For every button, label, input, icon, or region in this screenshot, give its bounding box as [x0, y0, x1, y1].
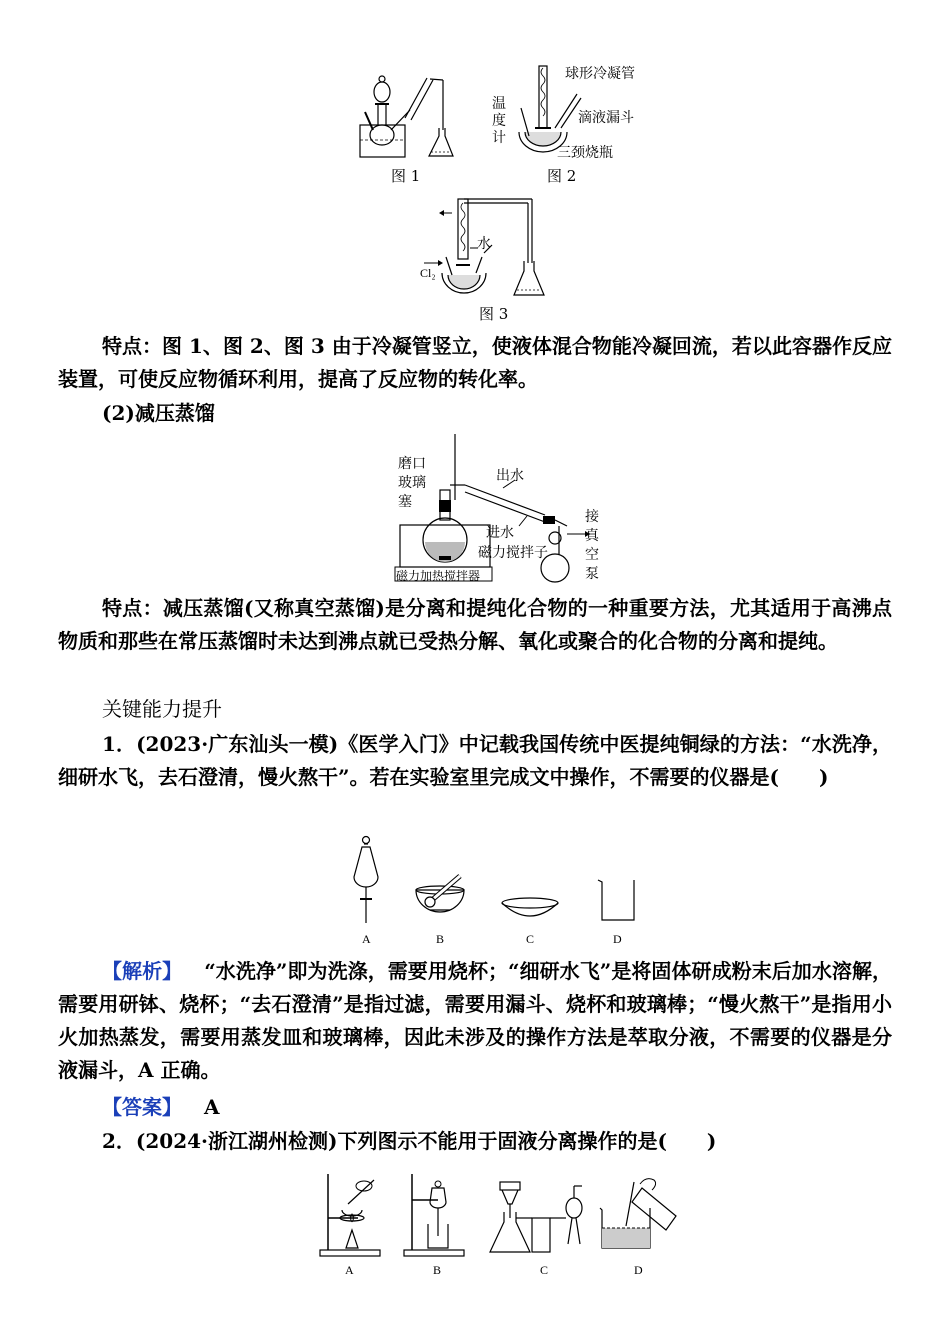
- fig2-label-three-neck-flask: 三颈烧瓶: [557, 145, 613, 161]
- figure-2-caption: 图 2: [547, 167, 577, 185]
- answer-tag: 【答案】: [102, 1095, 182, 1119]
- vac-label-ground-glass-stopper: 磨口玻璃塞: [398, 456, 426, 510]
- q1-option-b-mortar-pestle: [412, 870, 468, 922]
- q1-option-d-beaker: [596, 876, 638, 924]
- figure-3-caption: 图 3: [479, 305, 509, 323]
- analysis-text: “水洗净”即为洗涤，需要用烧杯；“细研水飞”是将固体研成粉末后加水溶解，需要用研钵、烧杯；“去石澄清”是指过滤，需要用漏斗、烧杯和玻璃棒；“慢火熬干”是指用小火加热蒸发，需要用蒸发皿和玻璃棒，因此未涉及的操作方法是萃取分液，不需要的仪器是分液漏斗，A 正确。: [58, 959, 893, 1082]
- vac-label-water-out: 出水: [496, 468, 524, 484]
- q2-option-b-funnel-setup: [402, 1170, 467, 1258]
- q2-option-c-vacuum-filtration: [486, 1178, 596, 1258]
- q1-option-a-separatory-funnel: [350, 835, 382, 930]
- figure-1-caption: 图 1: [391, 167, 421, 185]
- q1-option-b-label: B: [436, 932, 445, 946]
- vac-label-stir-bar: 磁力搅拌子: [478, 545, 548, 561]
- q2-option-c-label: C: [540, 1263, 549, 1277]
- vac-label-vacuum-pump: 接真空泵: [585, 509, 599, 582]
- fig3-label-water: 水: [477, 236, 491, 252]
- fig2-label-thermometer: 温度计: [492, 96, 506, 146]
- fig3-label-cl2: Cl₂: [420, 266, 436, 280]
- question-1-analysis: [58, 955, 892, 1087]
- q2-option-a-label: A: [345, 1263, 354, 1277]
- figure-1-reflux-apparatus: [355, 70, 455, 165]
- analysis-tag: 【解析】: [102, 959, 183, 983]
- question-1-stem: 1．(2023·广东汕头一模)《医学入门》中记载我国传统中医提纯铜绿的方法：“水洗净，细研水飞，去石澄清，慢火熬干”。若在实验室里完成文中操作，不需要的仪器是( ): [58, 732, 892, 789]
- feature-paragraph-reflux: 特点：图 1、图 2、图 3 由于冷凝管竖立，使液体混合物能冷凝回流，若以此容器作反应装置，可使反应物循环利用，提高了反应物的转化率。: [58, 334, 892, 391]
- feature-paragraph-vacuum: 特点：减压蒸馏(又称真空蒸馏)是分离和提纯化合物的一种重要方法，尤其适用于高沸点物质和那些在常压蒸馏时未达到沸点就已受热分解、氧化或聚合的化合物的分离和提纯。: [58, 596, 892, 653]
- q1-option-d-label: D: [613, 932, 622, 946]
- q2-option-d-decanting: [592, 1172, 684, 1252]
- question-1-answer: [58, 1091, 892, 1124]
- q1-option-c-label: C: [526, 932, 535, 946]
- q2-option-b-label: B: [433, 1263, 442, 1277]
- answer-value: A: [204, 1095, 220, 1119]
- vac-label-magnetic-stirrer: 磁力加热搅拌器: [396, 569, 481, 583]
- q2-option-d-label: D: [634, 1263, 643, 1277]
- q2-option-a-heating-setup: [318, 1170, 383, 1258]
- q1-option-a-label: A: [362, 932, 371, 946]
- subsection-title-vacuum-distillation: (2)减压蒸馏: [102, 401, 215, 425]
- fig2-label-condenser: 球形冷凝管: [565, 66, 635, 82]
- fig2-label-dropping-funnel: 滴液漏斗: [578, 110, 634, 126]
- section-title-key-ability: 关键能力提升: [102, 697, 222, 721]
- vac-label-water-in: 进水: [486, 525, 514, 541]
- q1-option-c-evaporating-dish: [500, 895, 560, 923]
- question-2-stem: 2．(2024·浙江湖州检测)下列图示不能用于固液分离操作的是( ): [102, 1129, 717, 1153]
